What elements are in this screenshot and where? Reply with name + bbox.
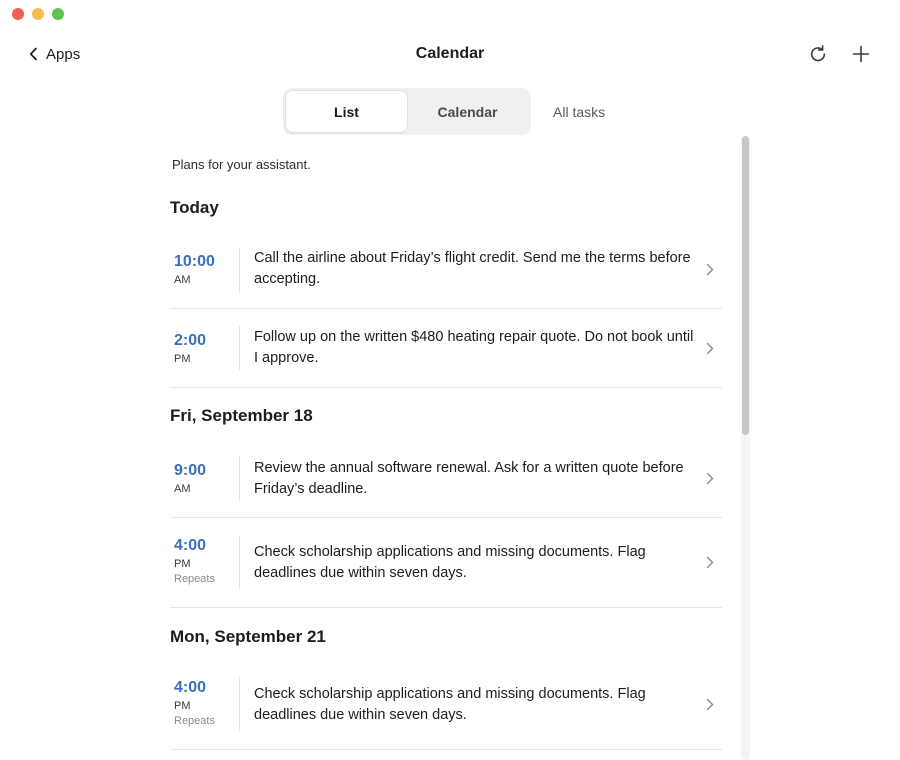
task-description: Follow up on the written $480 heating repair quote. Do not book until I approve.	[254, 329, 694, 366]
chevron-right-icon	[706, 472, 714, 485]
chevron-right-icon	[706, 556, 714, 569]
list-subtitle: Plans for your assistant.	[172, 157, 311, 172]
plus-icon	[851, 44, 871, 64]
section-heading: Today	[170, 198, 219, 217]
chevron-right-icon	[706, 263, 714, 276]
task-time-value: 10:00	[174, 253, 215, 270]
close-window-button[interactable]	[12, 8, 24, 20]
task-description: Check scholarship applications and missing documents. Flag deadlines due within seven days.	[254, 544, 646, 581]
view-segmented-control	[283, 88, 531, 135]
task-row[interactable]	[170, 518, 722, 608]
refresh-button[interactable]	[808, 44, 828, 64]
task-time-value: 4:00	[174, 537, 207, 554]
task-row[interactable]	[170, 232, 722, 309]
maximize-window-button[interactable]	[52, 8, 64, 20]
task-description: Check scholarship applications and missing documents. Flag deadlines due within seven days.	[254, 686, 646, 723]
chevron-right-icon	[706, 698, 714, 711]
task-repeats-label: Repeats	[174, 715, 215, 727]
chevron-right-icon	[706, 342, 714, 355]
row-divider	[239, 248, 240, 292]
task-list-scroll-area[interactable]	[0, 136, 900, 760]
page-title: Calendar	[415, 45, 485, 62]
task-time-value: 4:00	[174, 679, 207, 696]
task-time-period: AM	[174, 483, 191, 495]
row-divider	[239, 677, 240, 731]
task-time-period: PM	[174, 700, 191, 712]
task-time-period: PM	[174, 558, 191, 570]
add-task-button[interactable]	[851, 44, 871, 64]
task-time-value: 2:00	[174, 332, 207, 349]
task-time	[170, 232, 239, 308]
task-time	[170, 660, 239, 749]
tab-list[interactable]: List	[286, 91, 407, 132]
scrollbar-track[interactable]	[741, 136, 750, 760]
task-row[interactable]	[170, 440, 722, 518]
task-repeats-label: Repeats	[174, 573, 215, 585]
task-time	[170, 440, 239, 517]
all-tasks-link[interactable]: All tasks	[553, 104, 606, 120]
section-heading: Fri, September 18	[170, 406, 313, 425]
scrollbar-thumb[interactable]	[742, 136, 749, 435]
back-button-label: Apps	[46, 45, 81, 63]
task-row[interactable]	[170, 309, 722, 388]
task-time	[170, 309, 239, 387]
refresh-icon	[808, 44, 828, 64]
row-divider	[239, 456, 240, 500]
task-time-period: AM	[174, 274, 191, 286]
row-divider	[239, 326, 240, 370]
task-description: Review the annual software renewal. Ask for a written quote before Friday’s deadline.	[254, 460, 684, 497]
task-time	[170, 518, 239, 607]
task-time-period: PM	[174, 353, 191, 365]
section-heading: Mon, September 21	[170, 627, 326, 646]
task-row[interactable]	[170, 660, 722, 750]
task-time-value: 9:00	[174, 462, 207, 479]
tab-calendar[interactable]: Calendar	[437, 103, 498, 120]
task-description: Call the airline about Friday’s flight credit. Send me the terms before accepting.	[254, 250, 691, 287]
traffic-lights	[12, 8, 64, 20]
minimize-window-button[interactable]	[32, 8, 44, 20]
row-divider	[239, 535, 240, 589]
